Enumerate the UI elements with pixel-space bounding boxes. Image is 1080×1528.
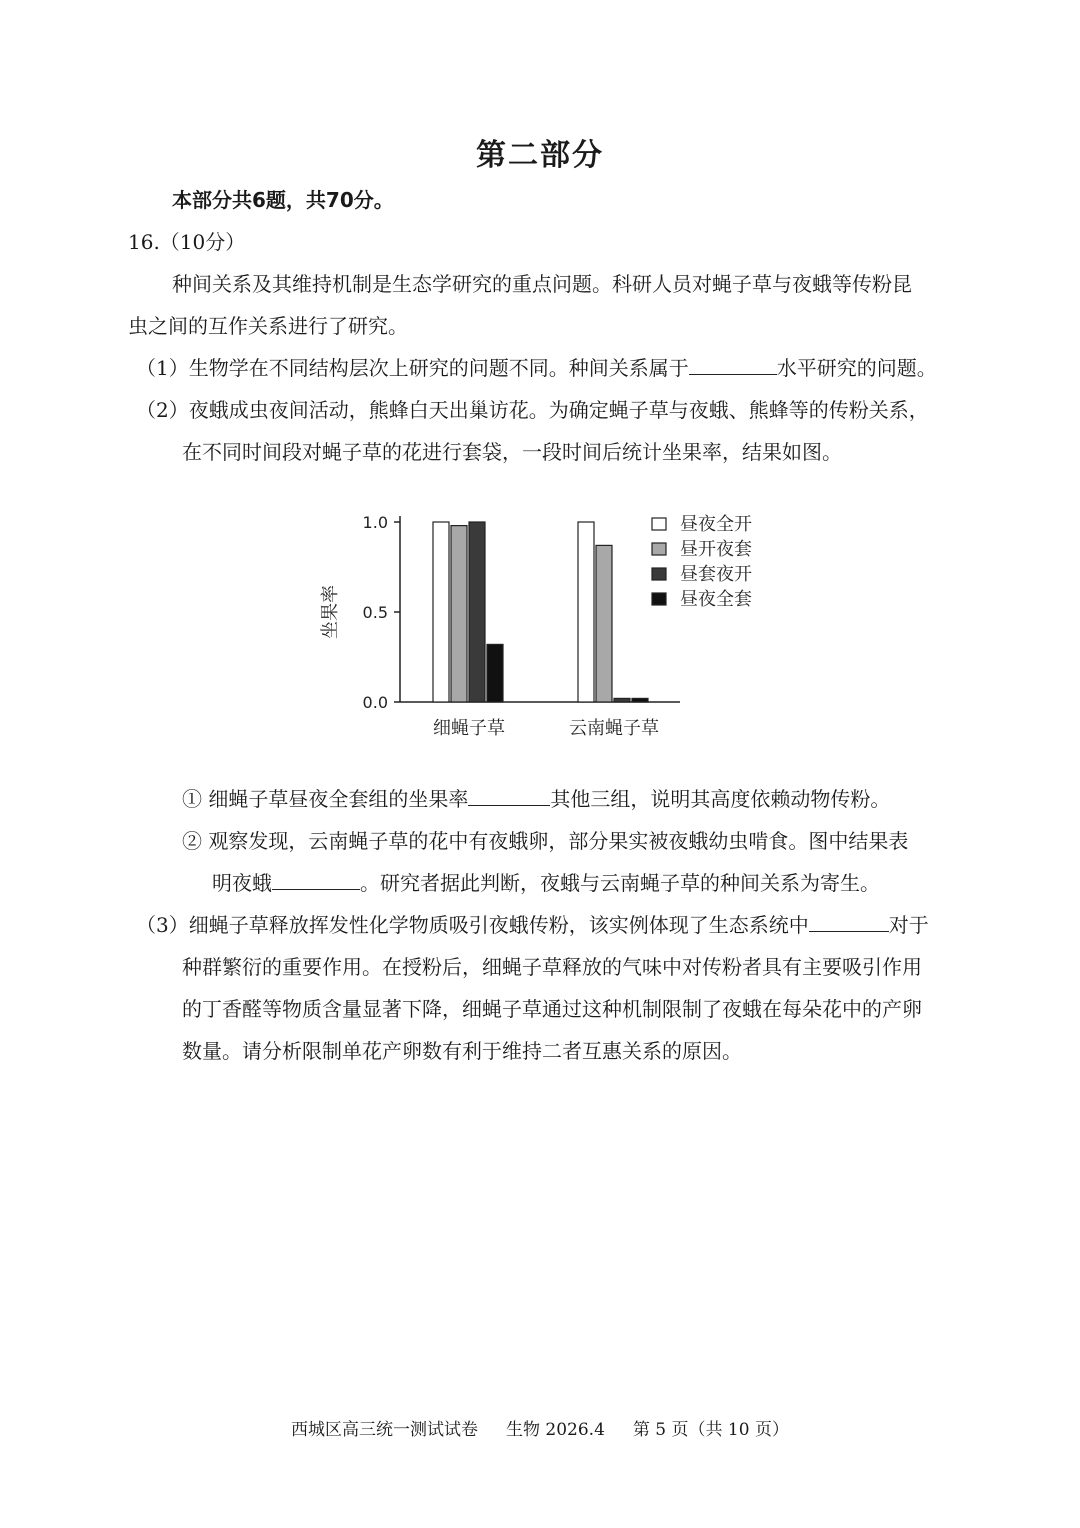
footer-page: 第 5 页（共 10 页） (632, 1420, 789, 1440)
fruit-set-chart (300, 498, 780, 758)
y-tick-label: 1.0 (362, 513, 388, 532)
page-title: 第二部分 (476, 138, 604, 173)
sub2-line1: 观察发现，云南蝇子草的花中有夜蛾卵，部分果实被夜蛾幼虫啃食。图中结果表 (208, 829, 909, 853)
part3-line4: 数量。请分析限制单花产卵数有利于维持二者互惠关系的原因。 (182, 1039, 742, 1063)
category-label: 云南蝇子草 (569, 718, 659, 739)
question-stem-line1: 种间关系及其维持机制是生态学研究的重点问题。科研人员对蝇子草与夜蛾等传粉昆 (172, 272, 912, 296)
legend-swatch (652, 543, 666, 555)
part3-line3: 的丁香醛等物质含量显著下降，细蝇子草通过这种机制限制了夜蛾在每朵花中的产卵 (182, 997, 922, 1021)
bar (469, 522, 485, 702)
bar (632, 698, 648, 702)
sub2-line2-a: 明夜蛾 (212, 871, 272, 895)
sub-question-2 (182, 827, 908, 855)
part1-label: （1） (136, 356, 189, 380)
part1-text-b: 水平研究的问题。 (776, 356, 937, 380)
legend-label: 昼夜全套 (680, 589, 752, 610)
part3-label: （3） (136, 913, 189, 937)
legend-label: 昼夜全开 (680, 514, 752, 535)
sub1-text-a: 细蝇子草昼夜全套组的坐果率 (208, 787, 469, 811)
y-tick-label: 0.5 (362, 603, 388, 622)
sub1-text-b: 其他三组，说明其高度依赖动物传粉。 (550, 787, 891, 811)
legend-label: 昼开夜套 (680, 539, 752, 560)
footer-subject-date: 生物 2026.4 (506, 1420, 605, 1440)
question-number: 16.（10分） (128, 230, 246, 254)
category-label: 细蝇子草 (433, 718, 505, 739)
y-axis-label: 坐果率 (320, 585, 341, 639)
legend-swatch (652, 518, 666, 530)
answer-blank-1[interactable] (689, 354, 777, 375)
bar (614, 698, 630, 702)
part3-line1 (136, 911, 929, 939)
legend-swatch (652, 568, 666, 580)
sub1-mark: ① (182, 787, 202, 811)
sub2-mark: ② (182, 829, 202, 853)
part1 (136, 354, 937, 382)
bar (596, 545, 612, 702)
footer-exam: 西城区高三统一测试试卷 (291, 1420, 479, 1440)
part3-text-b: 对于 (888, 913, 929, 937)
bar (451, 526, 467, 702)
y-tick-label: 0.0 (362, 693, 388, 712)
part3-line2: 种群繁衍的重要作用。在授粉后，细蝇子草释放的气味中对传粉者具有主要吸引作用 (182, 955, 922, 979)
part2-text-line1: 夜蛾成虫夜间活动，熊蜂白天出巢访花。为确定蝇子草与夜蛾、熊蜂等的传粉关系， (188, 398, 929, 422)
sub-question-1 (182, 785, 890, 813)
part2-line2: 在不同时间段对蝇子草的花进行套袋，一段时间后统计坐果率，结果如图。 (182, 440, 842, 464)
answer-blank-4[interactable] (809, 911, 889, 932)
legend-swatch (652, 593, 666, 605)
bar (433, 522, 449, 702)
sub-question-2-line2 (212, 869, 880, 897)
bar (578, 522, 594, 702)
section-intro: 本部分共6题，共70分。 (172, 188, 394, 212)
part1-text-a: 生物学在不同结构层次上研究的问题不同。种间关系属于 (188, 356, 689, 380)
sub2-line2-b: 。研究者据此判断，夜蛾与云南蝇子草的种间关系为寄生。 (360, 871, 880, 895)
part2-line1 (136, 396, 929, 424)
bar (487, 644, 503, 702)
question-stem-line2: 虫之间的互作关系进行了研究。 (128, 314, 408, 338)
answer-blank-3[interactable] (272, 869, 360, 890)
legend-label: 昼套夜开 (680, 564, 752, 585)
part2-label: （2） (136, 398, 189, 422)
answer-blank-2[interactable] (468, 785, 550, 806)
part3-text-a: 细蝇子草释放挥发性化学物质吸引夜蛾传粉，该实例体现了生态系统中 (188, 913, 809, 937)
page-footer (0, 1415, 1080, 1440)
